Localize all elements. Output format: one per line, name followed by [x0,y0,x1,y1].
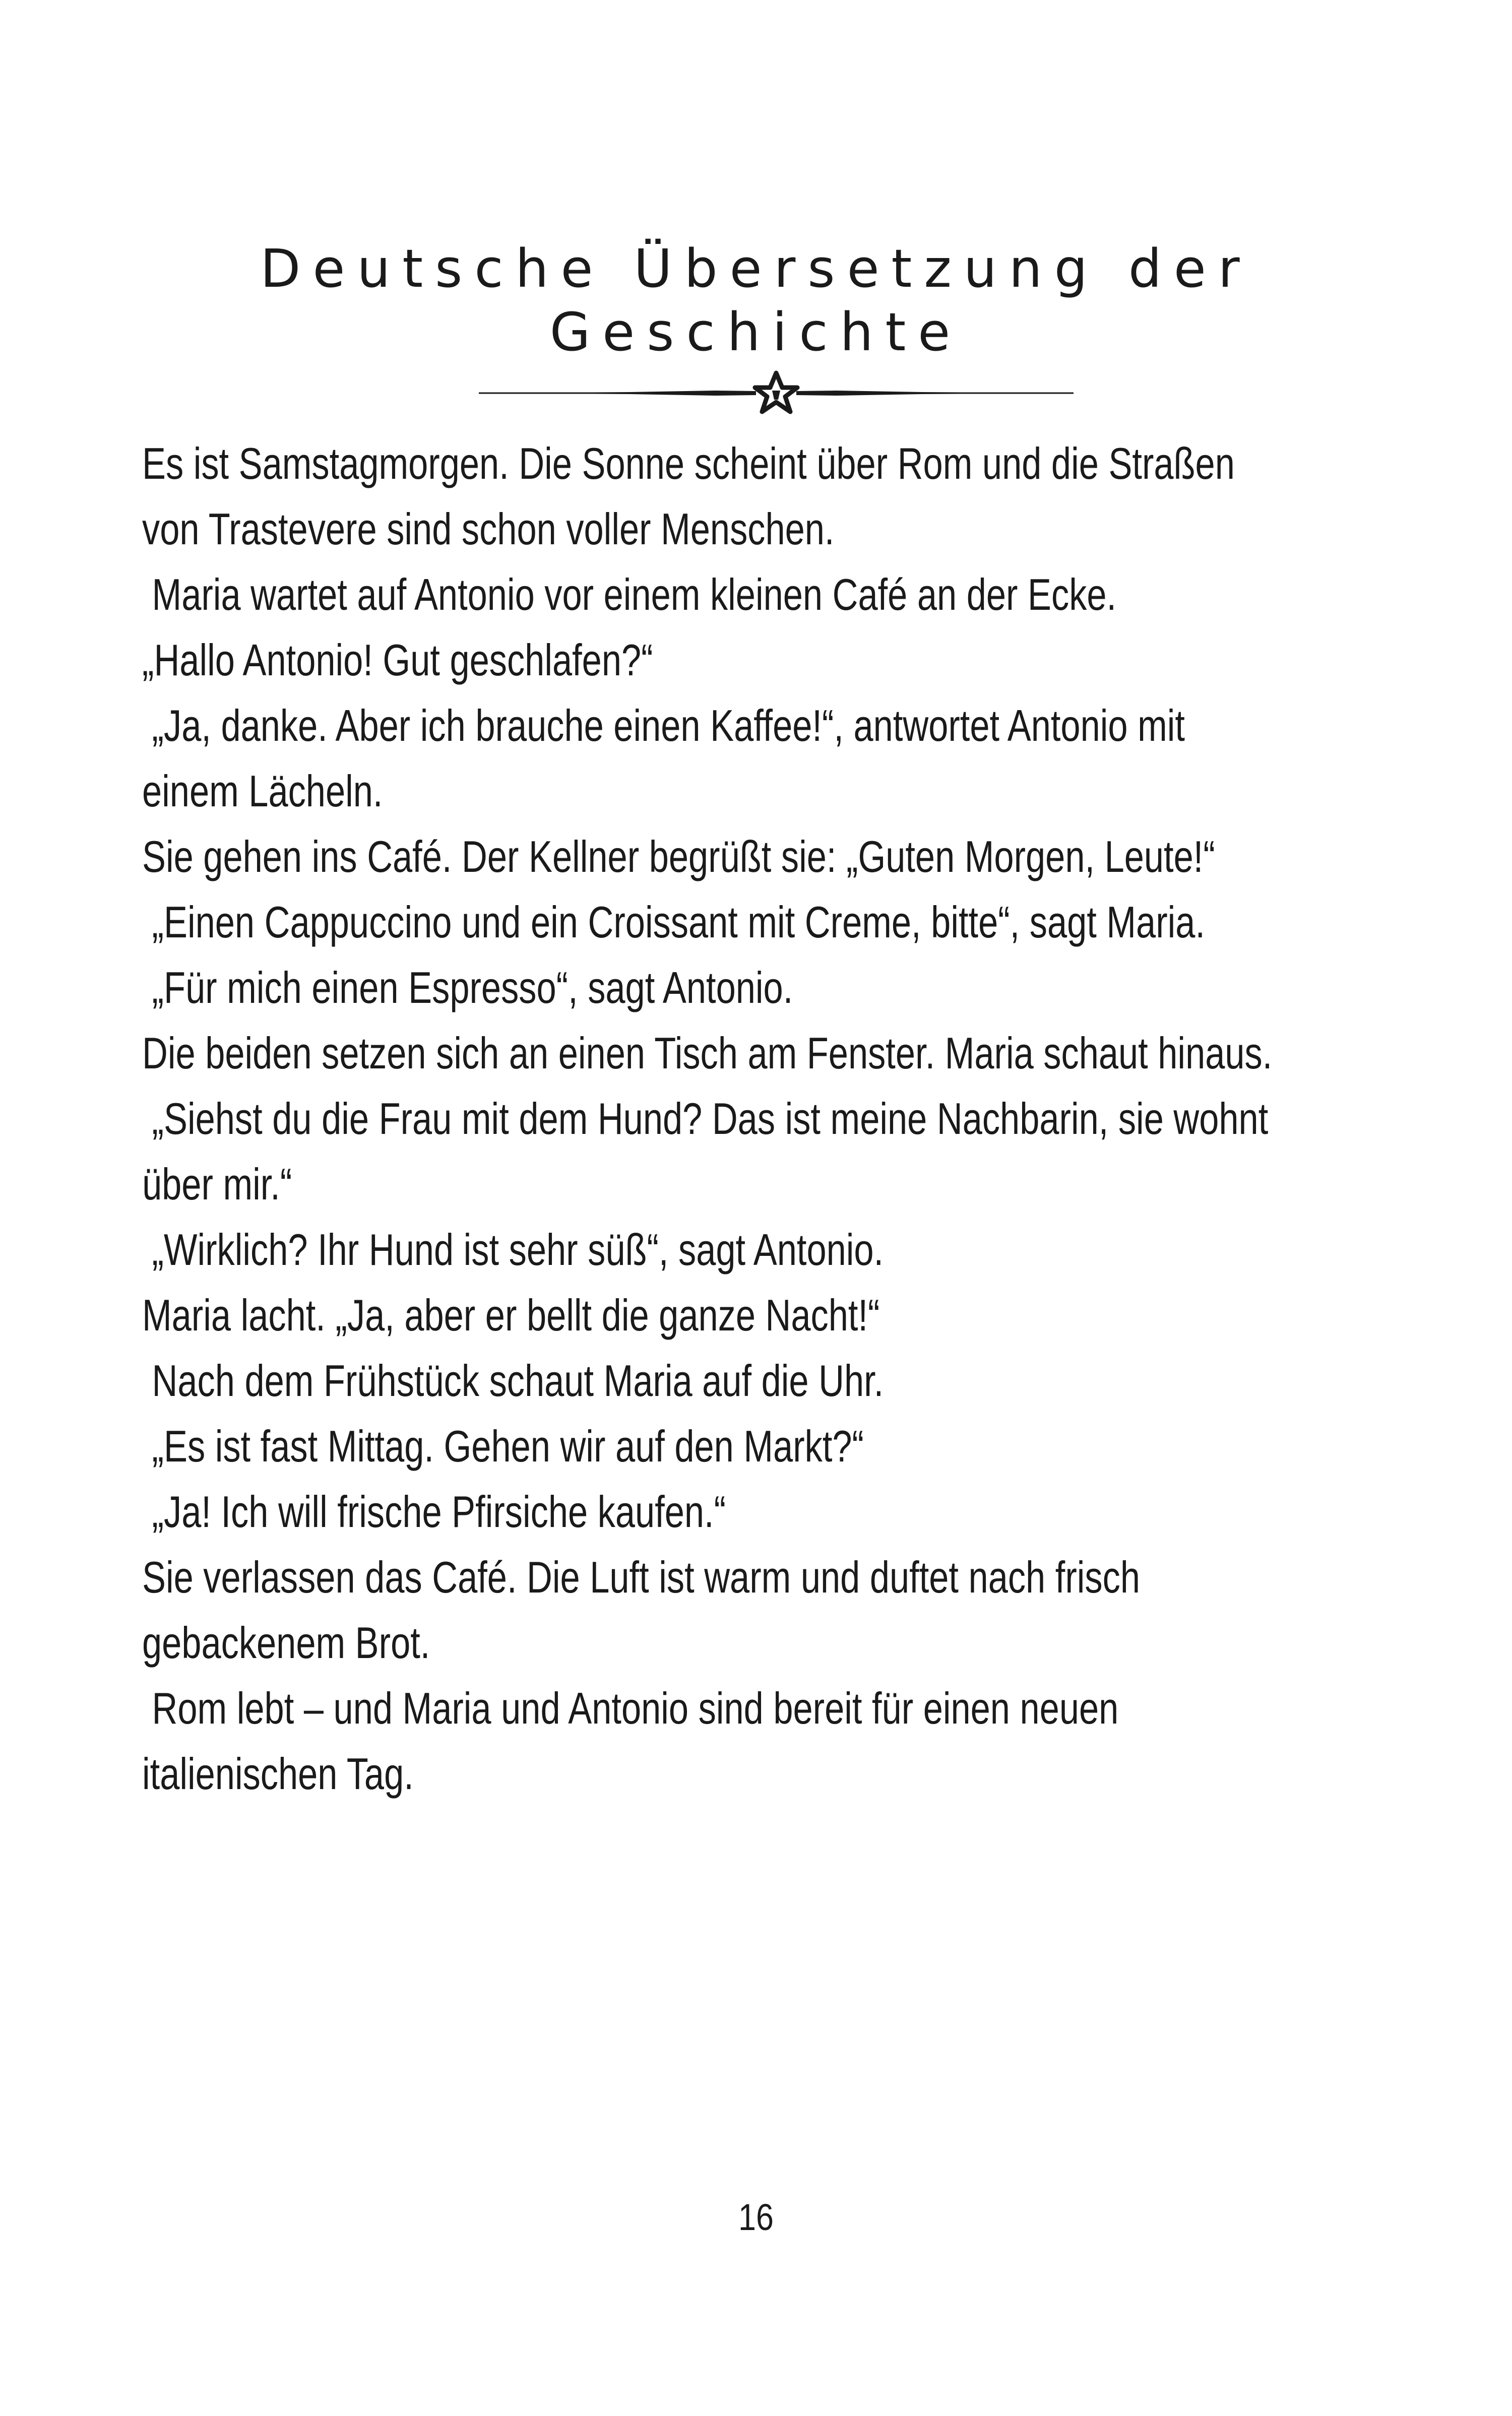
story-line: „Es ist fast Mittag. Gehen wir auf den Markt?“ [142,1421,864,1471]
story-line: Sie gehen ins Café. Der Kellner begrüßt sie: „Guten Morgen, Leute!“ [142,832,1215,881]
story-line: Die beiden setzen sich an einen Tisch am Fenster. Maria schaut hinaus. [142,1028,1273,1078]
star-divider-icon [474,370,1079,416]
page-title-line-1: Deutsche Übersetzung der [260,238,1252,299]
story-text [142,431,1392,1807]
story-line: „Für mich einen Espresso“, sagt Antonio. [142,963,793,1012]
story-line: Maria wartet auf Antonio vor einem kleinen Café an der Ecke. [142,569,1117,619]
story-line: „Ja, danke. Aber ich brauche einen Kaffee!“, antwortet Antonio mit [142,701,1185,750]
story-line: „Hallo Antonio! Gut geschlafen?“ [142,635,653,685]
story-line: Maria lacht. „Ja, aber er bellt die ganze Nacht!“ [142,1290,880,1340]
story-line: gebackenem Brot. [142,1618,430,1668]
story-line: einem Lächeln. [142,766,383,816]
story-line: von Trastevere sind schon voller Menschen. [142,504,835,554]
story-line: Rom lebt – und Maria und Antonio sind bereit für einen neuen [142,1683,1119,1733]
story-line: über mir.“ [142,1159,292,1209]
story-line: Nach dem Frühstück schaut Maria auf die Uhr. [142,1356,884,1406]
story-line: Sie verlassen das Café. Die Luft ist warm und duftet nach frisch [142,1552,1140,1602]
page-title-line-2: Geschichte [549,301,963,363]
story-line: „Wirklich? Ihr Hund ist sehr süß“, sagt Antonio. [142,1225,884,1275]
story-line: Es ist Samstagmorgen. Die Sonne scheint über Rom und die Straßen [142,438,1235,488]
page-title [0,237,1512,364]
story-line: „Ja! Ich will frische Pfirsiche kaufen.“ [142,1487,726,1537]
story-line: italienischen Tag. [142,1749,414,1799]
story-line: „Siehst du die Frau mit dem Hund? Das ist meine Nachbarin, sie wohnt [142,1094,1269,1143]
story-line: „Einen Cappuccino und ein Croissant mit Creme, bitte“, sagt Maria. [142,897,1206,947]
page-number: 16 [738,2196,774,2238]
